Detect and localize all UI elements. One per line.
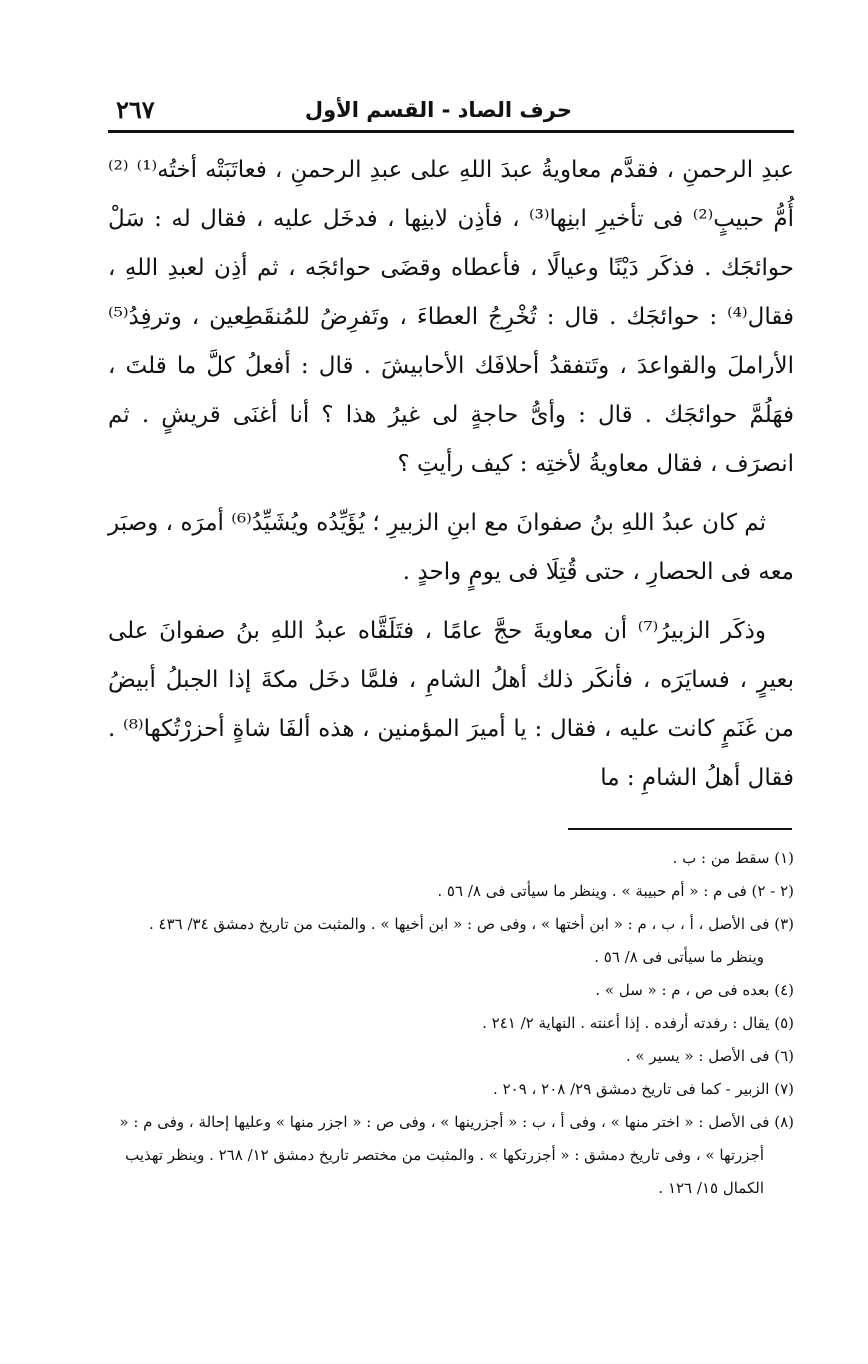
footnote: (٢ - ٢) فى م : « أم حبيبة » . وينظر ما سيأتى فى ٨/ ٥٦ . <box>437 882 794 900</box>
paragraph: عبدِ الرحمنِ ، فقدَّم معاويةُ عبدَ اللهِ على عبدِ الرحمنِ ، فعاتَبَتْه أختُه⁽¹⁾ ⁽²⁾أُمُّ حبيبٍ⁽²⁾ فى تأخيرِ ابنِها⁽³⁾ ، فأذِن لابنِها ، فدخَل عليه ، فقال له : سَلْ حوائجَك . فذكَر دَيْنًا وعيالًا ، فأعطاه وقضَى حوائجَه ، ثم أذِن لعبدِ اللهِ ، فقال⁽⁴⁾ : حوائجَك . قال : تُخْرِجُ العطاءَ ، وتَفرِضُ للمُنقَطِعين ، وترفِدُ⁽⁵⁾ الأراملَ والقواعدَ ، وتَتفقدُ أحلافَك الأحابيشَ . قال : أفعلُ كلَّ ما قلتَ ، فهَلُمَّ حوائجَك . قال : وأىُّ حاجةٍ لى غيرُ هذا ؟ أنا أغنَى قريشٍ . ثم انصرَف ، فقال معاويةُ لأختِه : كيف رأيتِ ؟ <box>108 157 795 477</box>
footnote: (٤) بعده فى ص ، م : « سل » . <box>595 981 794 999</box>
footnote: (٧) الزبير - كما فى تاريخ دمشق ٢٩/ ٢٠٨ ، ٢٠٩ . <box>493 1080 794 1098</box>
footnotes <box>108 842 794 1205</box>
page-header <box>108 84 794 133</box>
footnote: (٣) فى الأصل ، أ ، ب ، م : « ابن أختها » ، وفى ص : « ابن أخيها » . والمثبت من تاريخ دمشق ٣٤/ ٤٣٦ . وينظر ما سيأتى فى ٨/ ٥٦ . <box>148 915 794 966</box>
footnote: (٦) فى الأصل : « يسير » . <box>625 1047 794 1065</box>
page-number: ٢٦٧ <box>116 95 155 124</box>
footnote: (١) سقط من : ب . <box>672 849 794 867</box>
footnote-separator <box>568 828 792 830</box>
footnote: (٨) فى الأصل : « اختر منها » ، وفى أ ، ب : « أجزرينها » ، وفى ص : « اجزر منها » وعليها إحالة ، وفى م : « أجزرتها » ، وفى تاريخ دمشق : « أجزرتكها » . والمثبت من مختصر تاريخ دمشق ١٢/ ٢٦٨ . وينظر تهذيب الكمال ١٥/ ١٢٦ . <box>119 1113 794 1197</box>
paragraph: وذكَر الزبيرُ⁽⁷⁾ أن معاويةَ حجَّ عامًا ، فتَلَقَّاه عبدُ اللهِ بنُ صفوانَ على بعيرٍ ، فسايَرَه ، فأنكَر ذلك أهلُ الشامِ ، فلمَّا دخَل مكةَ إذا الجبلُ أبيضُ من غَنَمٍ كانت عليه ، فقال : يا أميرَ المؤمنين ، هذه ألفَا شاةٍ أحزرْتُكها⁽⁸⁾ . فقال أهلُ الشامِ : ما <box>108 618 794 791</box>
paragraph: ثم كان عبدُ اللهِ بنُ صفوانَ مع ابنِ الزبيرِ ؛ يُؤَيِّدُه ويُشَيِّدُ⁽⁶⁾ أمرَه ، وصبَر معه فى الحصارِ ، حتى قُتِلَا فى يومٍ واحدٍ . <box>108 510 794 585</box>
running-title: حرف الصاد - القسم الأول <box>304 98 572 122</box>
main-text <box>108 146 794 803</box>
footnote: (٥) يقال : رفدته أرفده . إذا أعنته . النهاية ٢/ ٢٤١ . <box>482 1014 794 1032</box>
